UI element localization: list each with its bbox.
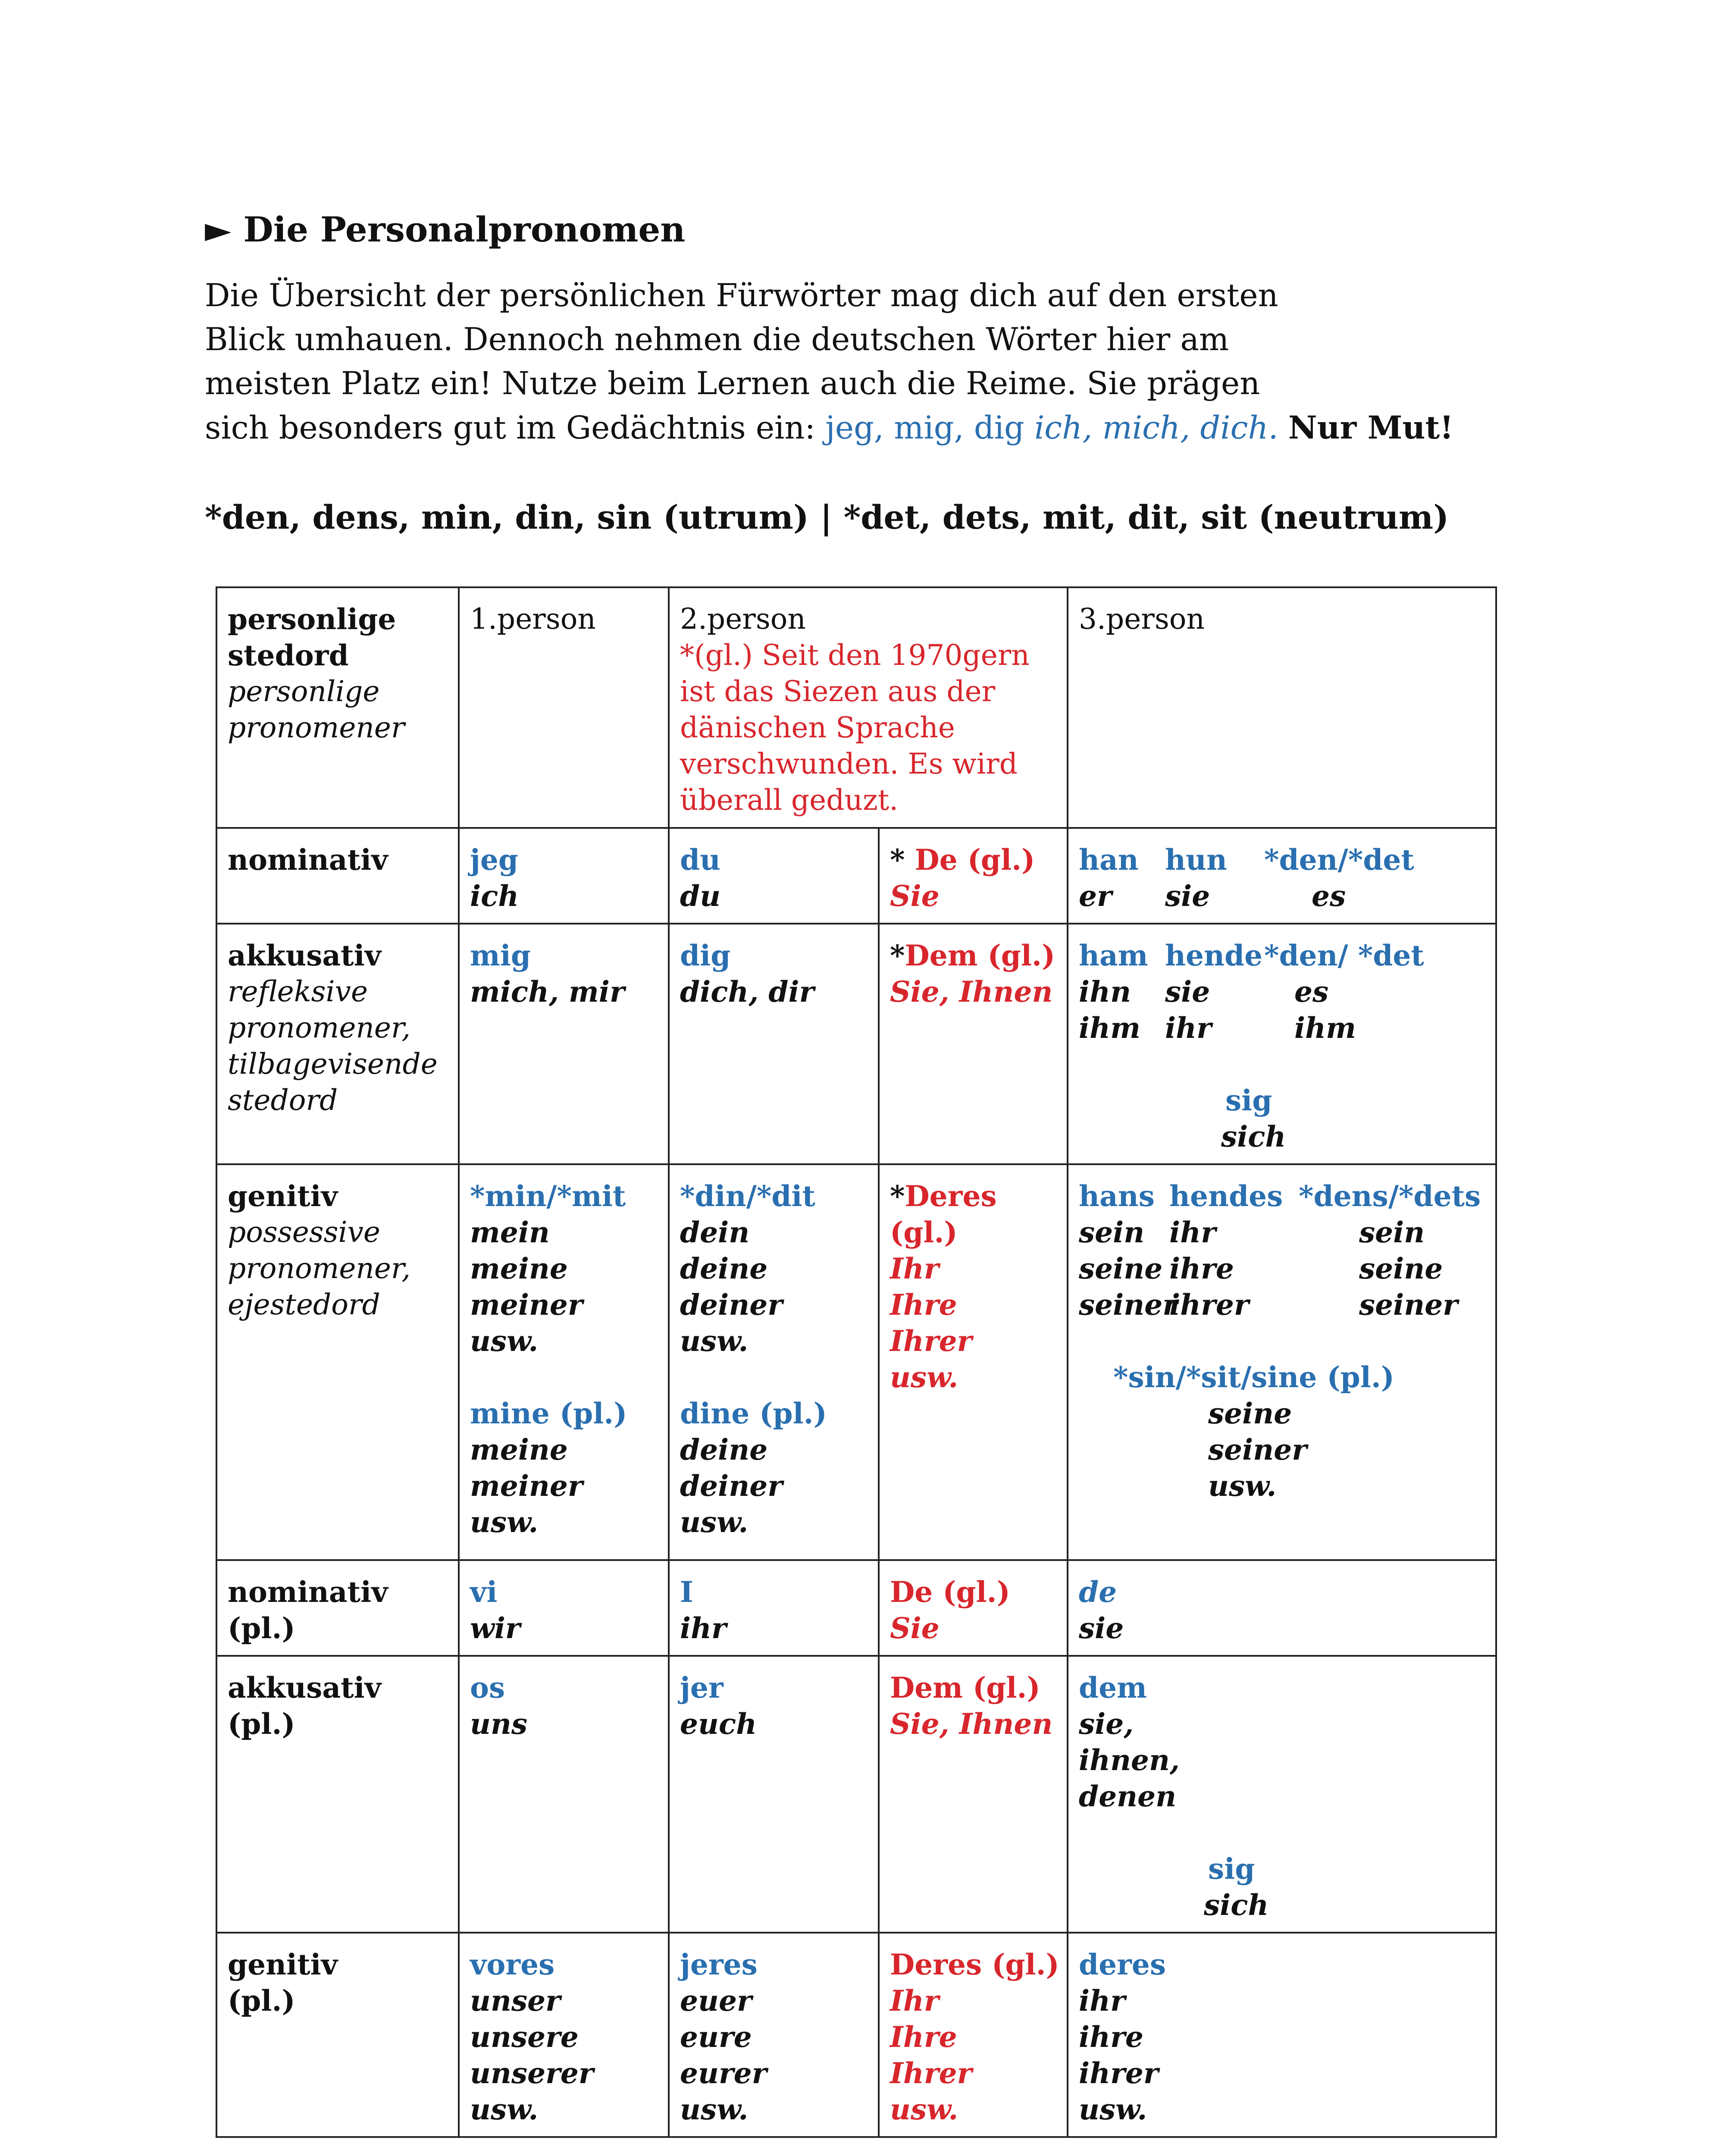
case-sublabel: possessive	[228, 1216, 380, 1249]
german-form: Ihre	[890, 1288, 957, 1322]
german-forms-row	[1079, 1287, 1485, 1323]
german-form: ihm	[1079, 1011, 1140, 1045]
cell-p1	[459, 1560, 669, 1656]
reflexive-danish: sig	[1225, 1084, 1272, 1117]
german-forms-row	[1079, 974, 1485, 1010]
danish-form: hans	[1079, 1179, 1155, 1213]
german-form: Ihre	[890, 2020, 957, 2054]
german-form: mich, mir	[470, 975, 625, 1009]
danish-form: dig	[680, 939, 731, 972]
german-form: es	[1312, 879, 1346, 913]
german-form: usw.	[1079, 2093, 1147, 2126]
german-form: ihr	[1169, 1216, 1216, 1249]
german-form: ihn	[1079, 975, 1131, 1009]
german-form: ihm	[1294, 1011, 1356, 1045]
case-label-plural: (pl.)	[228, 1611, 295, 1645]
cell-p3	[1068, 1656, 1496, 1933]
reflexive-german: sich	[1221, 1120, 1286, 1153]
case-label-cell	[216, 1656, 459, 1933]
german-form: sie,	[1079, 1707, 1134, 1741]
header-label-bold: personlige	[228, 602, 396, 636]
header-person1	[459, 587, 669, 828]
danish-rhyme: jeg, mig, dig	[825, 410, 1024, 446]
cell-p2	[669, 1164, 879, 1560]
cell-p2	[669, 828, 879, 924]
case-label: genitiv	[228, 1179, 338, 1213]
german-forms-row	[1079, 1250, 1485, 1287]
german-form: usw.	[470, 1324, 539, 1358]
cell-formal	[879, 1164, 1068, 1560]
formal-danish	[890, 1178, 1056, 1214]
german-form: eurer	[680, 2056, 767, 2090]
header-person2	[669, 587, 1068, 828]
german-form: euer	[680, 1984, 752, 2018]
german-form: deine	[680, 1252, 768, 1285]
german-form: deiner	[680, 1288, 783, 1322]
danish-forms-row	[1079, 1178, 1485, 1214]
german-form: es	[1294, 975, 1329, 1009]
german-form: sie	[1165, 879, 1210, 913]
person2-note-line: *(gl.) Seit den 1970gern	[680, 639, 1030, 672]
cell-formal	[879, 1656, 1068, 1933]
german-form: ich	[470, 879, 519, 913]
cell-p3	[1068, 1933, 1496, 2137]
danish-form: *din/*dit	[680, 1179, 816, 1213]
closing-phrase: Nur Mut!	[1288, 409, 1454, 446]
pronoun-table	[216, 586, 1497, 2138]
cell-p1	[459, 924, 669, 1164]
german-form: ihre	[1079, 2020, 1143, 2054]
german-form: euch	[680, 1707, 757, 1741]
formal-star: *	[890, 1179, 905, 1213]
person3-label: 3.person	[1079, 602, 1205, 636]
cell-p3	[1068, 828, 1496, 924]
german-form: seiner	[1359, 1288, 1458, 1322]
cell-p1	[459, 1933, 669, 2137]
german-form: Ihrer	[890, 1324, 972, 1358]
table-row-akkusativ	[216, 924, 1496, 1164]
german-form: usw.	[470, 2093, 539, 2126]
case-label: nominativ	[228, 1575, 388, 1609]
header-label-bold: stedord	[228, 639, 349, 672]
cell-p2	[669, 924, 879, 1164]
danish-form: Deres (gl.)	[890, 1948, 1059, 1981]
german-form: sie	[1165, 975, 1210, 1009]
cell-p2	[669, 1560, 879, 1656]
danish-form: hende	[1165, 939, 1263, 972]
cell-formal	[879, 1933, 1068, 2137]
danish-form: *den/*det	[1264, 843, 1414, 877]
case-label-cell	[216, 1560, 459, 1656]
german-form: ihrer	[1079, 2056, 1159, 2090]
intro-line: Die Übersicht der persönlichen Fürwörter mag dich auf den ersten	[205, 277, 1278, 314]
danish-form: *dens/*dets	[1299, 1179, 1481, 1213]
intro-paragraph	[205, 274, 1585, 450]
german-form: Sie, Ihnen	[890, 975, 1053, 1009]
danish-form: Deres	[905, 1179, 997, 1213]
danish-form: vores	[470, 1948, 555, 1981]
danish-form: mig	[470, 939, 531, 972]
table-row-akkusativ-pl	[216, 1656, 1496, 1933]
case-label-plural: (pl.)	[228, 1707, 295, 1741]
german-form: usw.	[470, 1505, 539, 1539]
danish-form-plural: *sin/*sit/sine (pl.)	[1113, 1360, 1395, 1394]
danish-form: os	[470, 1671, 505, 1705]
german-form: Sie	[890, 1611, 940, 1645]
german-form: unsere	[470, 2020, 579, 2054]
case-sublabel: refleksive	[228, 975, 368, 1008]
danish-form: vi	[470, 1575, 498, 1609]
german-form: usw.	[890, 1360, 958, 1394]
german-form: ihr	[1165, 1011, 1212, 1045]
danish-form: de	[1079, 1575, 1117, 1609]
table-row-nominativ	[216, 828, 1496, 924]
person2-note-line: verschwunden. Es wird	[680, 747, 1018, 780]
german-form: dein	[680, 1216, 750, 1249]
german-form: Sie	[890, 879, 940, 913]
danish-form: jeres	[680, 1948, 758, 1981]
case-label: akkusativ	[228, 939, 382, 972]
spacer	[470, 1359, 658, 1395]
german-form: seine	[1359, 1252, 1443, 1285]
german-form: dich, dir	[680, 975, 814, 1009]
danish-form: *min/*mit	[470, 1179, 626, 1213]
case-sublabel: tilbagevisende	[228, 1047, 438, 1081]
spacer	[1079, 1323, 1485, 1359]
german-form: sie	[1079, 1611, 1124, 1645]
german-form: usw.	[680, 2093, 749, 2126]
danish-forms-row	[1079, 937, 1485, 974]
header-label-italic: personlige	[228, 675, 380, 708]
danish-form: du	[680, 843, 721, 877]
german-form: Ihr	[890, 1984, 939, 2018]
spacer	[1079, 1814, 1485, 1851]
german-form: meine	[470, 1252, 568, 1285]
case-label: nominativ	[228, 843, 388, 877]
danish-form: jeg	[470, 843, 519, 877]
german-form: unserer	[470, 2056, 594, 2090]
german-form: usw.	[890, 2093, 958, 2126]
danish-form: I	[680, 1575, 693, 1609]
german-form: denen	[1079, 1780, 1177, 1813]
table-row-genitiv-pl	[216, 1933, 1496, 2137]
danish-form: han	[1079, 843, 1139, 877]
german-form: ihr	[680, 1611, 727, 1645]
intro-line: Blick umhauen. Dennoch nehmen die deutschen Wörter hier am	[205, 321, 1229, 358]
case-sublabel: pronomener,	[228, 1011, 411, 1044]
danish-form: jer	[680, 1671, 723, 1705]
german-form: Ihr	[890, 1252, 939, 1285]
formal-star: *	[890, 843, 915, 877]
case-label: genitiv	[228, 1948, 338, 1981]
german-form: uns	[470, 1707, 528, 1741]
table-row-nominativ-pl	[216, 1560, 1496, 1656]
german-rhyme: ich, mich, dich.	[1034, 410, 1278, 446]
intro-last-line	[205, 406, 1585, 450]
person2-label: 2.person	[680, 602, 806, 636]
cell-p2	[669, 1656, 879, 1933]
cell-p1	[459, 828, 669, 924]
german-form: deine	[680, 1433, 768, 1467]
danish-form: hendes	[1169, 1179, 1283, 1213]
danish-form: *den/ *det	[1264, 939, 1424, 972]
danish-form: dem	[1079, 1671, 1147, 1705]
cell-formal	[879, 1560, 1068, 1656]
cell-p3	[1068, 1560, 1496, 1656]
formal-star: *	[890, 939, 905, 972]
danish-form-plural: mine (pl.)	[470, 1397, 627, 1430]
spacer	[1079, 1046, 1485, 1082]
danish-form: deres	[1079, 1948, 1166, 1981]
german-form: sein	[1079, 1216, 1145, 1249]
articles-line: *den, dens, min, din, sin (utrum) | *det, dets, mit, dit, sit (neutrum)	[205, 498, 1449, 536]
case-sublabel: stedord	[228, 1084, 338, 1117]
cell-p1	[459, 1656, 669, 1933]
german-form: usw.	[680, 1324, 749, 1358]
german-form: du	[680, 879, 721, 913]
danish-form: ham	[1079, 939, 1148, 972]
german-form: usw.	[680, 1505, 749, 1539]
german-form: deiner	[680, 1469, 783, 1503]
german-form: ihr	[1079, 1984, 1125, 2018]
case-label-cell	[216, 924, 459, 1164]
cell-p3	[1068, 1164, 1496, 1560]
spacer	[680, 1359, 868, 1395]
german-form: eure	[680, 2020, 752, 2054]
german-form: wir	[470, 1611, 520, 1645]
formal-danish	[890, 842, 1056, 878]
case-sublabel: ejestedord	[228, 1288, 380, 1321]
german-form: er	[1079, 879, 1112, 913]
case-label: akkusativ	[228, 1671, 382, 1705]
intro-line-prefix: sich besonders gut im Gedächtnis ein:	[205, 410, 826, 446]
danish-form-plural: dine (pl.)	[680, 1397, 827, 1430]
cell-formal	[879, 828, 1068, 924]
danish-form: De (gl.)	[890, 1575, 1010, 1609]
header-person3	[1068, 587, 1496, 828]
header-label-cell	[216, 587, 459, 828]
german-form: mein	[470, 1216, 550, 1249]
case-label-cell	[216, 828, 459, 924]
german-form: meiner	[470, 1469, 583, 1503]
person2-note-line: ist das Siezen aus der	[680, 675, 996, 708]
danish-form: De (gl.)	[915, 843, 1035, 877]
person2-note-line: dänischen Sprache	[680, 711, 955, 744]
formal-danish	[890, 937, 1056, 974]
intro-line: meisten Platz ein! Nutze beim Lernen auch die Reime. Sie prägen	[205, 365, 1260, 402]
german-form: ihnen,	[1079, 1743, 1180, 1777]
danish-forms-row	[1079, 842, 1485, 878]
reflexive-danish: sig	[1208, 1852, 1255, 1886]
german-form: Sie, Ihnen	[890, 1707, 1053, 1741]
reflexive-german: sich	[1204, 1888, 1269, 1922]
header-label-italic: pronomener	[228, 711, 405, 744]
cell-p2	[669, 1933, 879, 2137]
cell-p1	[459, 1164, 669, 1560]
case-label-cell	[216, 1933, 459, 2137]
german-form: seiner	[1079, 1288, 1178, 1322]
german-form: ihre	[1169, 1252, 1234, 1285]
german-form: seine	[1208, 1397, 1292, 1430]
case-label-cell	[216, 1164, 459, 1560]
german-form: seiner	[1208, 1433, 1307, 1467]
cell-formal	[879, 924, 1068, 1164]
german-forms-row	[1079, 1010, 1485, 1046]
table-row-header	[216, 587, 1496, 828]
danish-form: Dem (gl.)	[890, 1671, 1040, 1705]
person2-note-line: überall geduzt.	[680, 783, 899, 817]
german-form: unser	[470, 1984, 561, 2018]
german-form: sein	[1359, 1216, 1425, 1249]
danish-form: Dem (gl.)	[905, 939, 1055, 972]
german-form: ihrer	[1169, 1288, 1249, 1322]
formal-danish-suffix: (gl.)	[890, 1216, 958, 1249]
german-form: usw.	[1208, 1469, 1277, 1503]
case-sublabel: pronomener,	[228, 1252, 411, 1285]
section-heading: ► Die Personalpronomen	[205, 209, 686, 250]
german-form: Ihrer	[890, 2056, 972, 2090]
german-form: seine	[1079, 1252, 1163, 1285]
german-form: meiner	[470, 1288, 583, 1322]
table-row-genitiv	[216, 1164, 1496, 1560]
case-label-plural: (pl.)	[228, 1984, 295, 2018]
danish-form: hun	[1165, 843, 1227, 877]
german-form: meine	[470, 1433, 568, 1467]
german-forms-row	[1079, 1214, 1485, 1250]
german-forms-row	[1079, 878, 1485, 914]
cell-p3	[1068, 924, 1496, 1164]
person1-label: 1.person	[470, 602, 596, 636]
